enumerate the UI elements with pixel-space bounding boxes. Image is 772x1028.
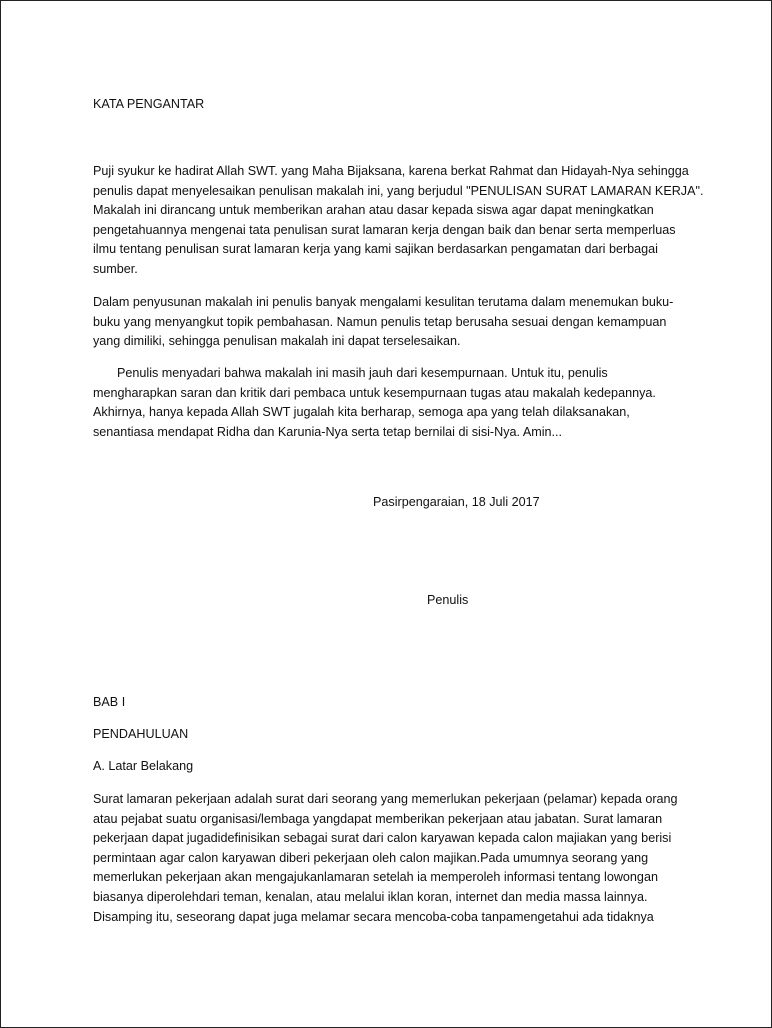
preface-title: KATA PENGANTAR <box>93 97 205 111</box>
text-line: penulis dapat menyelesaikan penulisan makalah ini, yang berjudul "PENULISAN SURAT LAMARAN KERJA". <box>93 183 704 198</box>
text-line: atau pejabat suatu organisasi/lembaga yangdapat memberikan pekerjaan atau jabatan. Surat lamaran <box>93 811 663 826</box>
text-line: mengharapkan saran dan kritik dari pembaca untuk kesempurnaan tugas atau makalah kedepannya. <box>93 385 656 400</box>
preface-paragraph-3 <box>93 364 693 442</box>
chapter-paragraph <box>93 790 693 927</box>
preface-paragraph-1 <box>93 162 704 280</box>
text-line: Akhirnya, hanya kepada Allah SWT jugalah kita berharap, semoga apa yang telah dilaksanakan, <box>93 405 630 420</box>
place-date: Pasirpengaraian, 18 Juli 2017 <box>373 495 540 509</box>
signature: Penulis <box>427 593 469 607</box>
text-line: Makalah ini dirancang untuk memberikan arahan atau dasar kepada siswa agar dapat meningkatkan <box>93 203 654 218</box>
text-line: Penulis menyadari bahwa makalah ini masih jauh dari kesempurnaan. Untuk itu, penulis <box>117 366 608 380</box>
text-line: buku yang menyangkut topik pembahasan. Namun penulis tetap berusaha sesuai dengan kemampuan <box>93 314 667 329</box>
chapter-number: BAB I <box>93 695 126 709</box>
text-line: pengetahuannya mengenai tata penulisan surat lamaran kerja dengan baik dan benar serta memperluas <box>93 222 676 237</box>
text-line: ilmu tentang penulisan surat lamaran kerja yang kami sajikan berdasarkan pengamatan dari berbagai <box>93 242 658 257</box>
text-line: Puji syukur ke hadirat Allah SWT. yang Maha Bijaksana, karena berkat Rahmat dan Hidayah-Nya sehingga <box>93 164 689 178</box>
text-line: biasanya diperolehdari teman, kenalan, atau melalui iklan koran, internet dan media massa lainnya. <box>93 889 648 904</box>
text-line: Surat lamaran pekerjaan adalah surat dari seorang yang memerlukan pekerjaan (pelamar) kepada orang <box>93 792 678 806</box>
text-line: memerlukan pekerjaan akan mengajukanlamaran setelah ia memperoleh informasi tentang lowongan <box>93 870 658 885</box>
text-line: Dalam penyusunan makalah ini penulis banyak mengalami kesulitan terutama dalam menemukan buku- <box>93 295 674 309</box>
preface-paragraph-2 <box>93 293 693 352</box>
text-line: Disamping itu, seseorang dapat juga melamar secara mencoba-coba tanpamengetahui ada tidaknya <box>93 909 654 924</box>
chapter-title: PENDAHULUAN <box>93 727 189 741</box>
text-line: senantiasa mendapat Ridha dan Karunia-Nya serta tetap bernilai di sisi-Nya. Amin... <box>93 424 563 439</box>
section-heading: A. Latar Belakang <box>93 759 194 773</box>
text-line: permintaan agar calon karyawan diberi pekerjaan oleh calon majikan.Pada umumnya seorang yang <box>93 850 649 865</box>
text-line: sumber. <box>93 261 138 276</box>
text-line: yang dimiliki, sehingga penulisan makalah ini dapat terselesaikan. <box>93 334 461 349</box>
text-line: pekerjaan dapat jugadidefinisikan sebagai surat dari calon karyawan kepada calon majiakan yang berisi <box>93 831 672 846</box>
